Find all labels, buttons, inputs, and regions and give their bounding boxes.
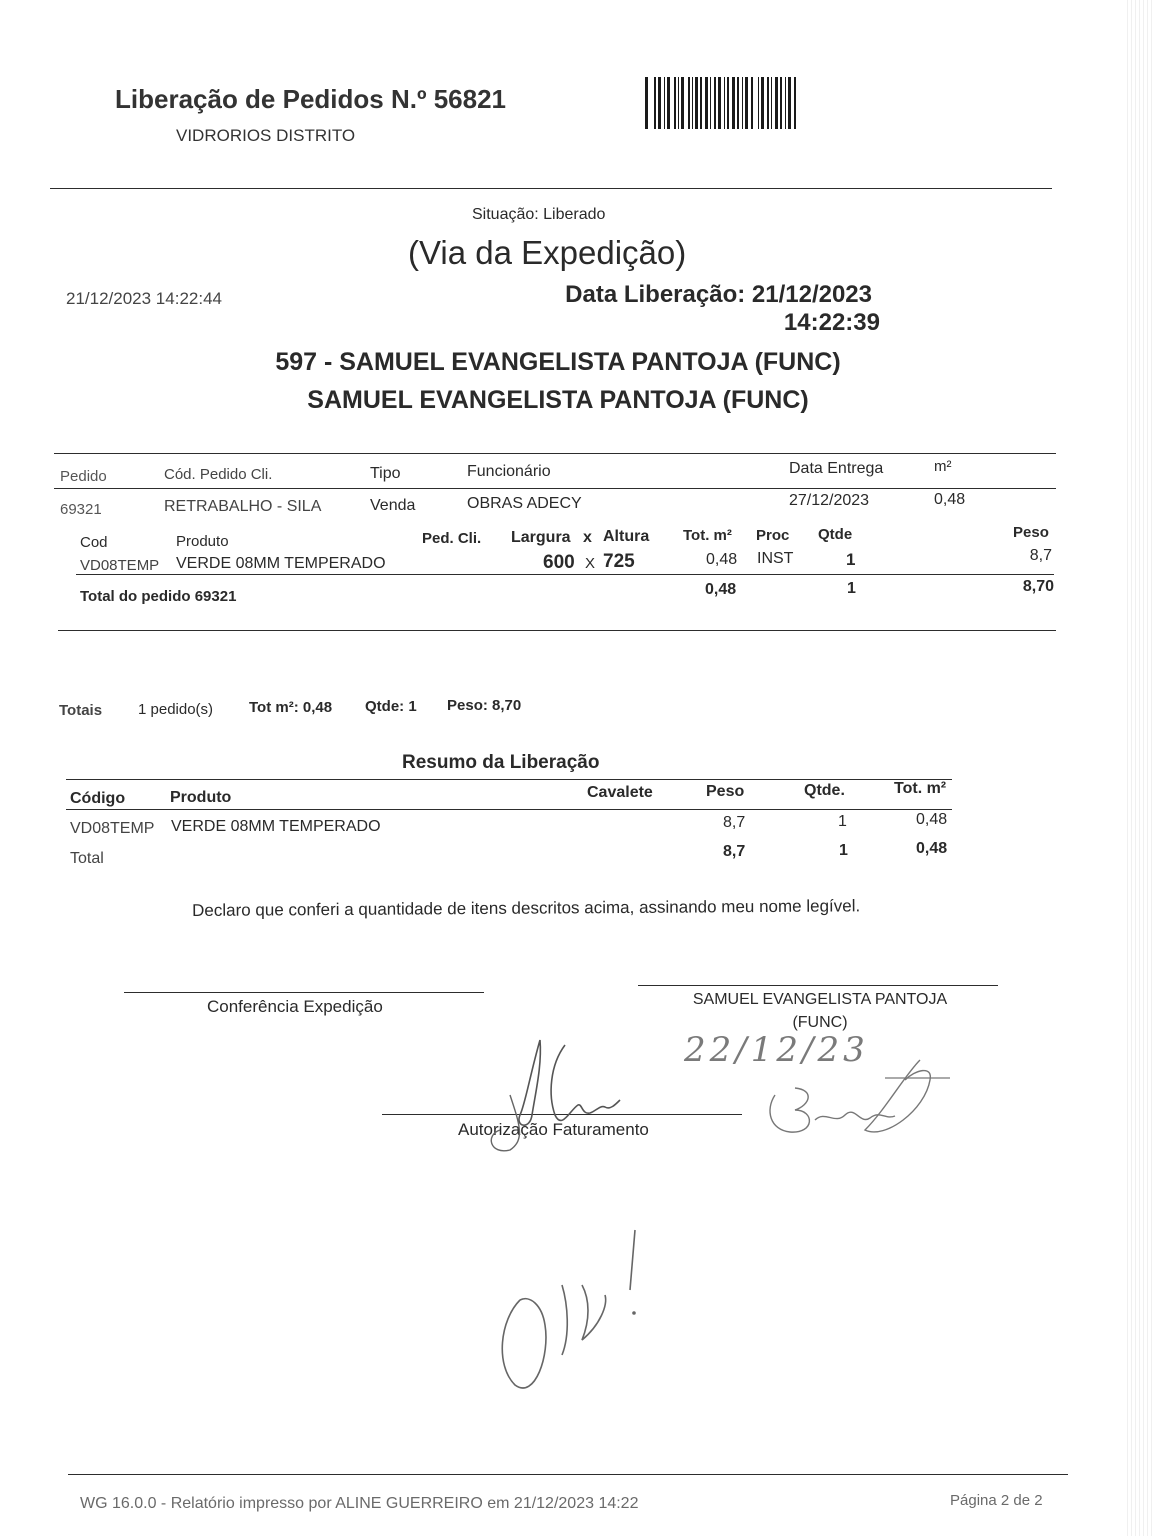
data-liberacao: Data Liberação: 21/12/2023 (565, 281, 872, 308)
col-cod-pedido-cli: Cód. Pedido Cli. (164, 466, 273, 483)
item-x: X (585, 555, 596, 572)
printed-datetime: 21/12/2023 14:22:44 (66, 289, 222, 308)
item-qtde: 1 (846, 550, 856, 569)
client-line-2: SAMUEL EVANGELISTA PANTOJA (FUNC) (307, 386, 809, 414)
conferencia-signature-line (124, 992, 484, 993)
item-produto: VERDE 08MM TEMPERADO (176, 555, 386, 572)
summary-col-produto: Produto (170, 789, 232, 806)
data-liberacao-time: 14:22:39 (783, 309, 880, 336)
order-table-top-rule (54, 453, 1056, 454)
summary-qtde: 1 (838, 813, 847, 830)
col-data-entrega: Data Entrega (789, 460, 884, 477)
order-total-peso: 8,70 (1022, 578, 1054, 595)
order-pedido: 69321 (60, 501, 102, 518)
document-title: Liberação de Pedidos N.º 56821 (115, 84, 506, 114)
summary-tot-m2: 0,48 (916, 811, 948, 828)
col-ped-cli: Ped. Cli. (422, 530, 482, 547)
summary-col-cavalete: Cavalete (587, 784, 653, 801)
summary-title: Resumo da Liberação (402, 752, 600, 773)
order-cod-pedido-cli: RETRABALHO - SILA (164, 498, 322, 515)
col-m2: m² (934, 458, 952, 475)
summary-total-qtde: 1 (839, 842, 848, 859)
order-funcionario: OBRAS ADECY (467, 495, 582, 512)
col-funcionario: Funcionário (467, 463, 551, 480)
totais-qtde: Qtde: 1 (365, 698, 417, 715)
header-divider (50, 188, 1052, 189)
client-line-1: 597 - SAMUEL EVANGELISTA PANTOJA (FUNC) (275, 348, 841, 376)
item-proc: INST (757, 550, 794, 567)
item-largura: 600 (543, 552, 575, 573)
summary-produto: VERDE 08MM TEMPERADO (171, 818, 381, 835)
summary-header-rule (66, 809, 952, 810)
item-tot-m2: 0,48 (706, 551, 738, 568)
totais-pedidos: 1 pedido(s) (138, 701, 214, 718)
summary-top-rule (66, 779, 952, 780)
summary-total-tot-m2: 0,48 (916, 840, 948, 857)
client-signature-func: (FUNC) (792, 1014, 848, 1031)
autorizacao-label: Autorização Faturamento (458, 1120, 649, 1139)
col-qtde: Qtde (818, 526, 853, 543)
handwritten-signature-client (755, 1050, 955, 1160)
totais-label: Totais (59, 702, 103, 719)
col-proc: Proc (756, 527, 790, 544)
handwritten-date: 22/12/23 (684, 1030, 869, 1070)
col-tipo: Tipo (370, 465, 401, 482)
col-altura: Altura (603, 528, 650, 545)
col-x: x (583, 529, 592, 546)
col-tot-m2: Tot. m² (683, 527, 732, 544)
col-pedido: Pedido (60, 468, 107, 485)
col-largura: Largura (511, 529, 571, 546)
col-cod: Cod (80, 534, 108, 551)
order-table-header-rule (54, 488, 1056, 489)
item-peso: 8,7 (1029, 547, 1052, 564)
barcode (645, 77, 821, 129)
order-total-qtde: 1 (847, 580, 856, 597)
summary-col-codigo: Código (70, 790, 126, 807)
totais-peso: Peso: 8,70 (447, 697, 522, 714)
summary-codigo: VD08TEMP (70, 820, 155, 837)
footer-page-number: Página 2 de 2 (950, 1492, 1043, 1509)
handwritten-ok-mark (490, 1225, 660, 1395)
footer-rule (68, 1474, 1068, 1475)
item-cod: VD08TEMP (80, 557, 160, 574)
summary-col-qtde: Qtde. (804, 782, 845, 799)
item-altura: 725 (603, 551, 635, 572)
items-total-rule (76, 574, 1054, 575)
totais-tot-m2: Tot m²: 0,48 (249, 699, 333, 716)
summary-total-label: Total (70, 850, 104, 867)
via-label: (Via da Expedição) (408, 234, 687, 271)
order-total-m2: 0,48 (705, 581, 737, 598)
conferencia-label: Conferência Expedição (207, 997, 383, 1016)
summary-peso: 8,7 (723, 814, 746, 831)
order-block-bottom-rule (58, 630, 1056, 631)
handwritten-signature-sila (470, 1035, 670, 1165)
order-m2: 0,48 (934, 491, 966, 508)
client-signature-name: SAMUEL EVANGELISTA PANTOJA (692, 991, 948, 1008)
order-tipo: Venda (370, 497, 416, 514)
col-produto: Produto (176, 533, 229, 550)
scan-edge-artifact (1124, 0, 1154, 1536)
declaration-text: Declaro que conferi a quantidade de itens descritos acima, assinando meu nome legível. (192, 896, 861, 920)
col-peso: Peso (1013, 524, 1049, 541)
client-signature-line (638, 985, 998, 986)
summary-col-tot-m2: Tot. m² (894, 780, 947, 797)
order-data-entrega: 27/12/2023 (789, 492, 870, 509)
order-total-label: Total do pedido 69321 (80, 588, 237, 605)
summary-col-peso: Peso (706, 783, 745, 800)
situacao: Situação: Liberado (472, 206, 606, 223)
summary-total-peso: 8,7 (723, 843, 746, 860)
footer-printed-by: WG 16.0.0 - Relatório impresso por ALINE GUERREIRO em 21/12/2023 14:22 (80, 1495, 639, 1512)
company-name: VIDRORIOS DISTRITO (176, 126, 356, 145)
